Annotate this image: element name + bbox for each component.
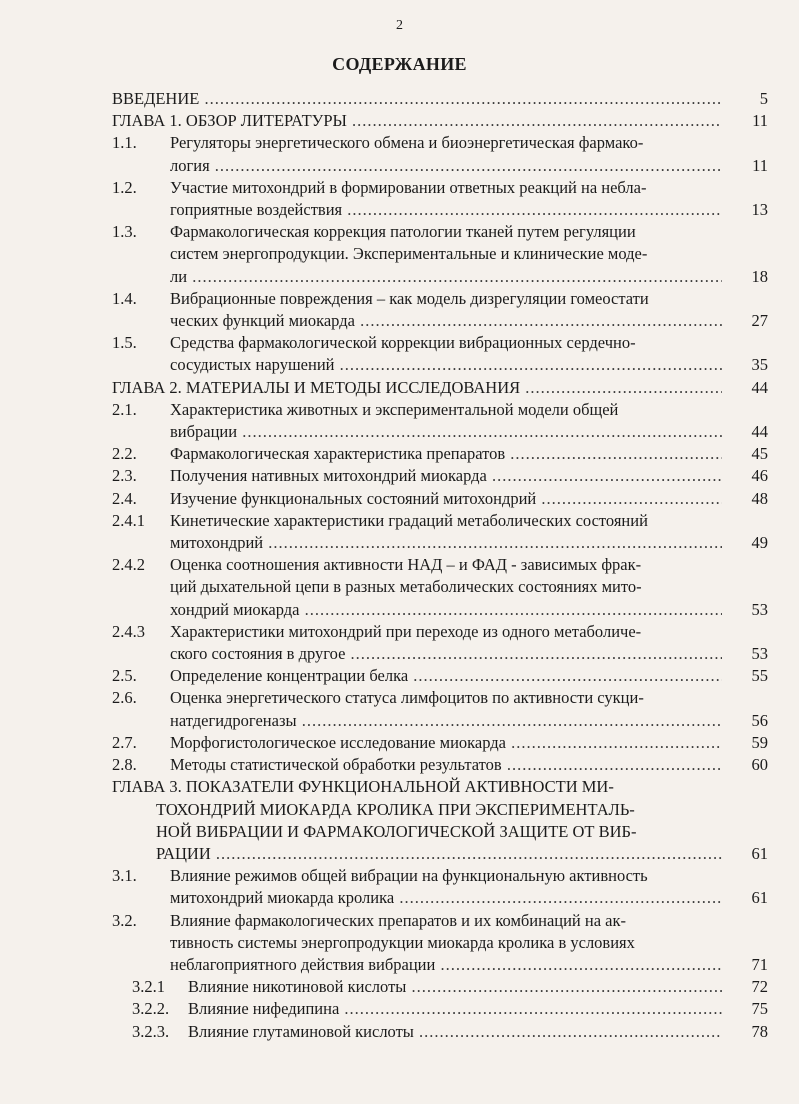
toc-entry-title [112,1021,770,1043]
toc-entry [112,399,770,443]
toc-entry-number: 1.3. [112,222,137,242]
toc-entry-number: 2.8. [112,755,137,775]
toc-entry-line: Оценка соотношения активности НАД – и ФАД - зависимых фрак- [170,555,642,575]
toc-entry-line: Влияние нифедипина ..... [188,998,722,1020]
toc-entry-page: 61 [751,843,768,863]
toc-entry-page: 60 [751,755,768,775]
toc-entry-number: 2.4.3 [112,621,145,641]
toc-entry [112,754,770,776]
toc-entry-page: 5 [759,89,768,108]
toc-entry-line: ВВЕДЕНИЕ ..... [112,88,722,110]
toc-entry-line: Изучение функциональных состояний митохондрий ..... [170,488,722,510]
table-of-contents [112,88,770,1043]
toc-entry-number: 3.1. [112,866,137,886]
toc-entry-number: 2.4.2 [112,555,145,575]
toc-entry-title [112,332,770,376]
toc-entry-line: Характеристики митохондрий при переходе из одного метаболиче- [170,621,642,641]
toc-entry-title [112,910,770,977]
toc-entry-title [112,665,770,687]
toc-entry-number: 1.2. [112,177,137,197]
toc-entry-title [112,221,770,288]
toc-entry [112,110,770,132]
toc-entry-number: 3.2. [112,910,137,930]
toc-entry-title [112,865,770,909]
page-title: СОДЕРЖАНИЕ [332,54,467,74]
toc-entry-line: Кинетические характеристики градаций метаболических состояний [170,510,648,530]
toc-entry-line: Вибрационные повреждения – как модель дизрегуляции гомеостати [170,288,649,308]
toc-entry-line: Определение концентрации белка ..... [170,665,722,687]
toc-entry-page: 49 [751,533,768,553]
toc-entry-page: 56 [751,710,768,730]
toc-entry [112,687,770,731]
toc-entry-title [112,621,770,665]
toc-entry [112,998,770,1020]
toc-entry-line: ГЛАВА 1. ОБЗОР ЛИТЕРАТУРЫ ..... [112,110,722,132]
toc-entry-page: 11 [752,155,768,175]
toc-entry [112,1021,770,1043]
toc-entry-line: ческих функций миокарда ..... [170,310,722,332]
toc-entry-line: Получения нативных митохондрий миокарда ..... [170,465,722,487]
toc-entry-title [112,443,770,465]
toc-entry-line: Влияние никотиновой кислоты ..... [188,976,722,998]
toc-entry-title [112,554,770,621]
toc-entry-number: 2.6. [112,688,137,708]
toc-entry-number: 3.2.2. [132,999,170,1019]
toc-entry-line: Влияние фармакологических препаратов и их комбинаций на ак- [170,910,626,930]
toc-entry [112,288,770,332]
toc-entry-line: систем энергопродукции. Экспериментальные и клинические моде- [170,244,648,264]
toc-entry [112,510,770,554]
toc-entry-line: ГЛАВА 2. МАТЕРИАЛЫ И МЕТОДЫ ИССЛЕДОВАНИЯ ..... [112,377,722,399]
toc-entry-title [112,754,770,776]
toc-entry [112,554,770,621]
toc-entry-line: митохондрий миокарда кролика ..... [170,887,722,909]
toc-entry [112,88,770,110]
toc-entry-line: Оценка энергетического статуса лимфоцитов по активности сукци- [170,688,644,708]
toc-entry-title [112,488,770,510]
toc-entry-line: хондрий миокарда ..... [170,599,722,621]
toc-entry-title [112,132,770,176]
toc-entry-number: 2.5. [112,666,137,686]
toc-entry-number: 2.4. [112,488,137,508]
toc-entry-page: 35 [751,355,768,375]
toc-entry-title [112,465,770,487]
toc-entry-page: 71 [751,954,768,974]
toc-entry-page: 59 [751,732,768,752]
toc-entry-title [112,377,770,399]
toc-entry [112,177,770,221]
toc-entry-line: сосудистых нарушений ..... [170,354,722,376]
toc-entry-number: 1.5. [112,333,137,353]
toc-entry-line: ций дыхательной цепи в разных метаболических состояниях мито- [170,577,642,597]
toc-entry-number: 1.1. [112,133,137,153]
toc-entry-line: НОЙ ВИБРАЦИИ И ФАРМАКОЛОГИЧЕСКОЙ ЗАЩИТЕ ОТ ВИБ- [156,821,637,841]
toc-entry-line: митохондрий ..... [170,532,722,554]
toc-entry [112,776,770,865]
toc-entry-title [112,88,770,110]
toc-entry [112,976,770,998]
toc-entry-line: РАЦИИ ..... [112,843,722,865]
toc-entry-line: Средства фармакологической коррекции вибрационных сердечно- [170,333,636,353]
toc-entry-line: Участие митохондрий в формировании ответных реакций на небла- [170,177,647,197]
toc-entry-title [112,399,770,443]
toc-entry [112,865,770,909]
toc-entry-page: 53 [751,599,768,619]
toc-entry-title [112,510,770,554]
toc-entry-page: 75 [751,999,768,1019]
toc-entry-page: 53 [751,644,768,664]
toc-entry-line: Фармакологическая характеристика препаратов ..... [170,443,722,465]
toc-entry-line: Влияние режимов общей вибрации на функциональную активность [170,866,648,886]
toc-entry-number: 3.2.3. [132,1021,170,1041]
toc-entry-number: 1.4. [112,288,137,308]
toc-entry-line: Характеристика животных и экспериментальной модели общей [170,399,619,419]
toc-entry-page: 61 [751,888,768,908]
toc-entry-title [112,976,770,998]
toc-entry [112,732,770,754]
toc-entry [112,132,770,176]
toc-entry-line: Фармакологическая коррекция патологии тканей путем регуляции [170,222,636,242]
toc-entry-line: неблагоприятного действия вибрации ..... [170,954,722,976]
toc-entry-page: 72 [751,977,768,997]
toc-entry [112,910,770,977]
toc-entry-title [112,110,770,132]
toc-entry-line: Методы статистической обработки результатов ..... [170,754,722,776]
toc-entry-title [112,288,770,332]
toc-entry-number: 3.2.1 [132,977,165,997]
toc-entry-page: 27 [751,311,768,331]
toc-entry [112,377,770,399]
toc-entry-page: 46 [751,466,768,486]
toc-entry-page: 44 [751,377,768,397]
toc-entry-page: 11 [752,111,768,131]
page-number: 2 [396,18,403,33]
toc-entry-number: 2.7. [112,732,137,752]
toc-entry-page: 55 [751,666,768,686]
toc-entry [112,221,770,288]
toc-entry-title [112,998,770,1020]
toc-entry-title [112,687,770,731]
toc-entry-number: 2.4.1 [112,510,145,530]
toc-entry-number: 2.2. [112,444,137,464]
toc-entry-line: ГЛАВА 3. ПОКАЗАТЕЛИ ФУНКЦИОНАЛЬНОЙ АКТИВНОСТИ МИ- [112,777,614,797]
toc-entry [112,488,770,510]
toc-entry-line: логия ..... [170,155,722,177]
toc-entry-title [112,732,770,754]
toc-entry [112,465,770,487]
toc-entry-page: 48 [751,488,768,508]
toc-entry-line: натдегидрогеназы ..... [170,710,722,732]
toc-entry-title [112,177,770,221]
toc-entry-page: 18 [751,266,768,286]
toc-entry-line: ТОХОНДРИЙ МИОКАРДА КРОЛИКА ПРИ ЭКСПЕРИМЕНТАЛЬ- [156,799,635,819]
toc-entry [112,665,770,687]
toc-entry-line: ского состояния в другое ..... [170,643,722,665]
toc-entry-line: Влияние глутаминовой кислоты ..... [188,1021,722,1043]
toc-entry-page: 13 [751,200,768,220]
toc-entry-number: 2.1. [112,399,137,419]
toc-entry-page: 78 [751,1021,768,1041]
toc-entry-line: ли ..... [170,266,722,288]
toc-entry [112,621,770,665]
toc-entry-line: гоприятные воздействия ..... [170,199,722,221]
toc-entry-line: вибрации ..... [170,421,722,443]
toc-entry-line: Регуляторы энергетического обмена и биоэнергетическая фармако- [170,133,644,153]
toc-entry-page: 45 [751,444,768,464]
toc-entry-page: 44 [751,422,768,442]
toc-entry-title [112,776,770,865]
toc-entry-number: 2.3. [112,466,137,486]
toc-entry [112,332,770,376]
toc-entry-line: Морфогистологическое исследование миокарда ..... [170,732,722,754]
toc-entry-line: тивность системы энергопродукции миокарда кролика в условиях [170,932,635,952]
toc-entry [112,443,770,465]
